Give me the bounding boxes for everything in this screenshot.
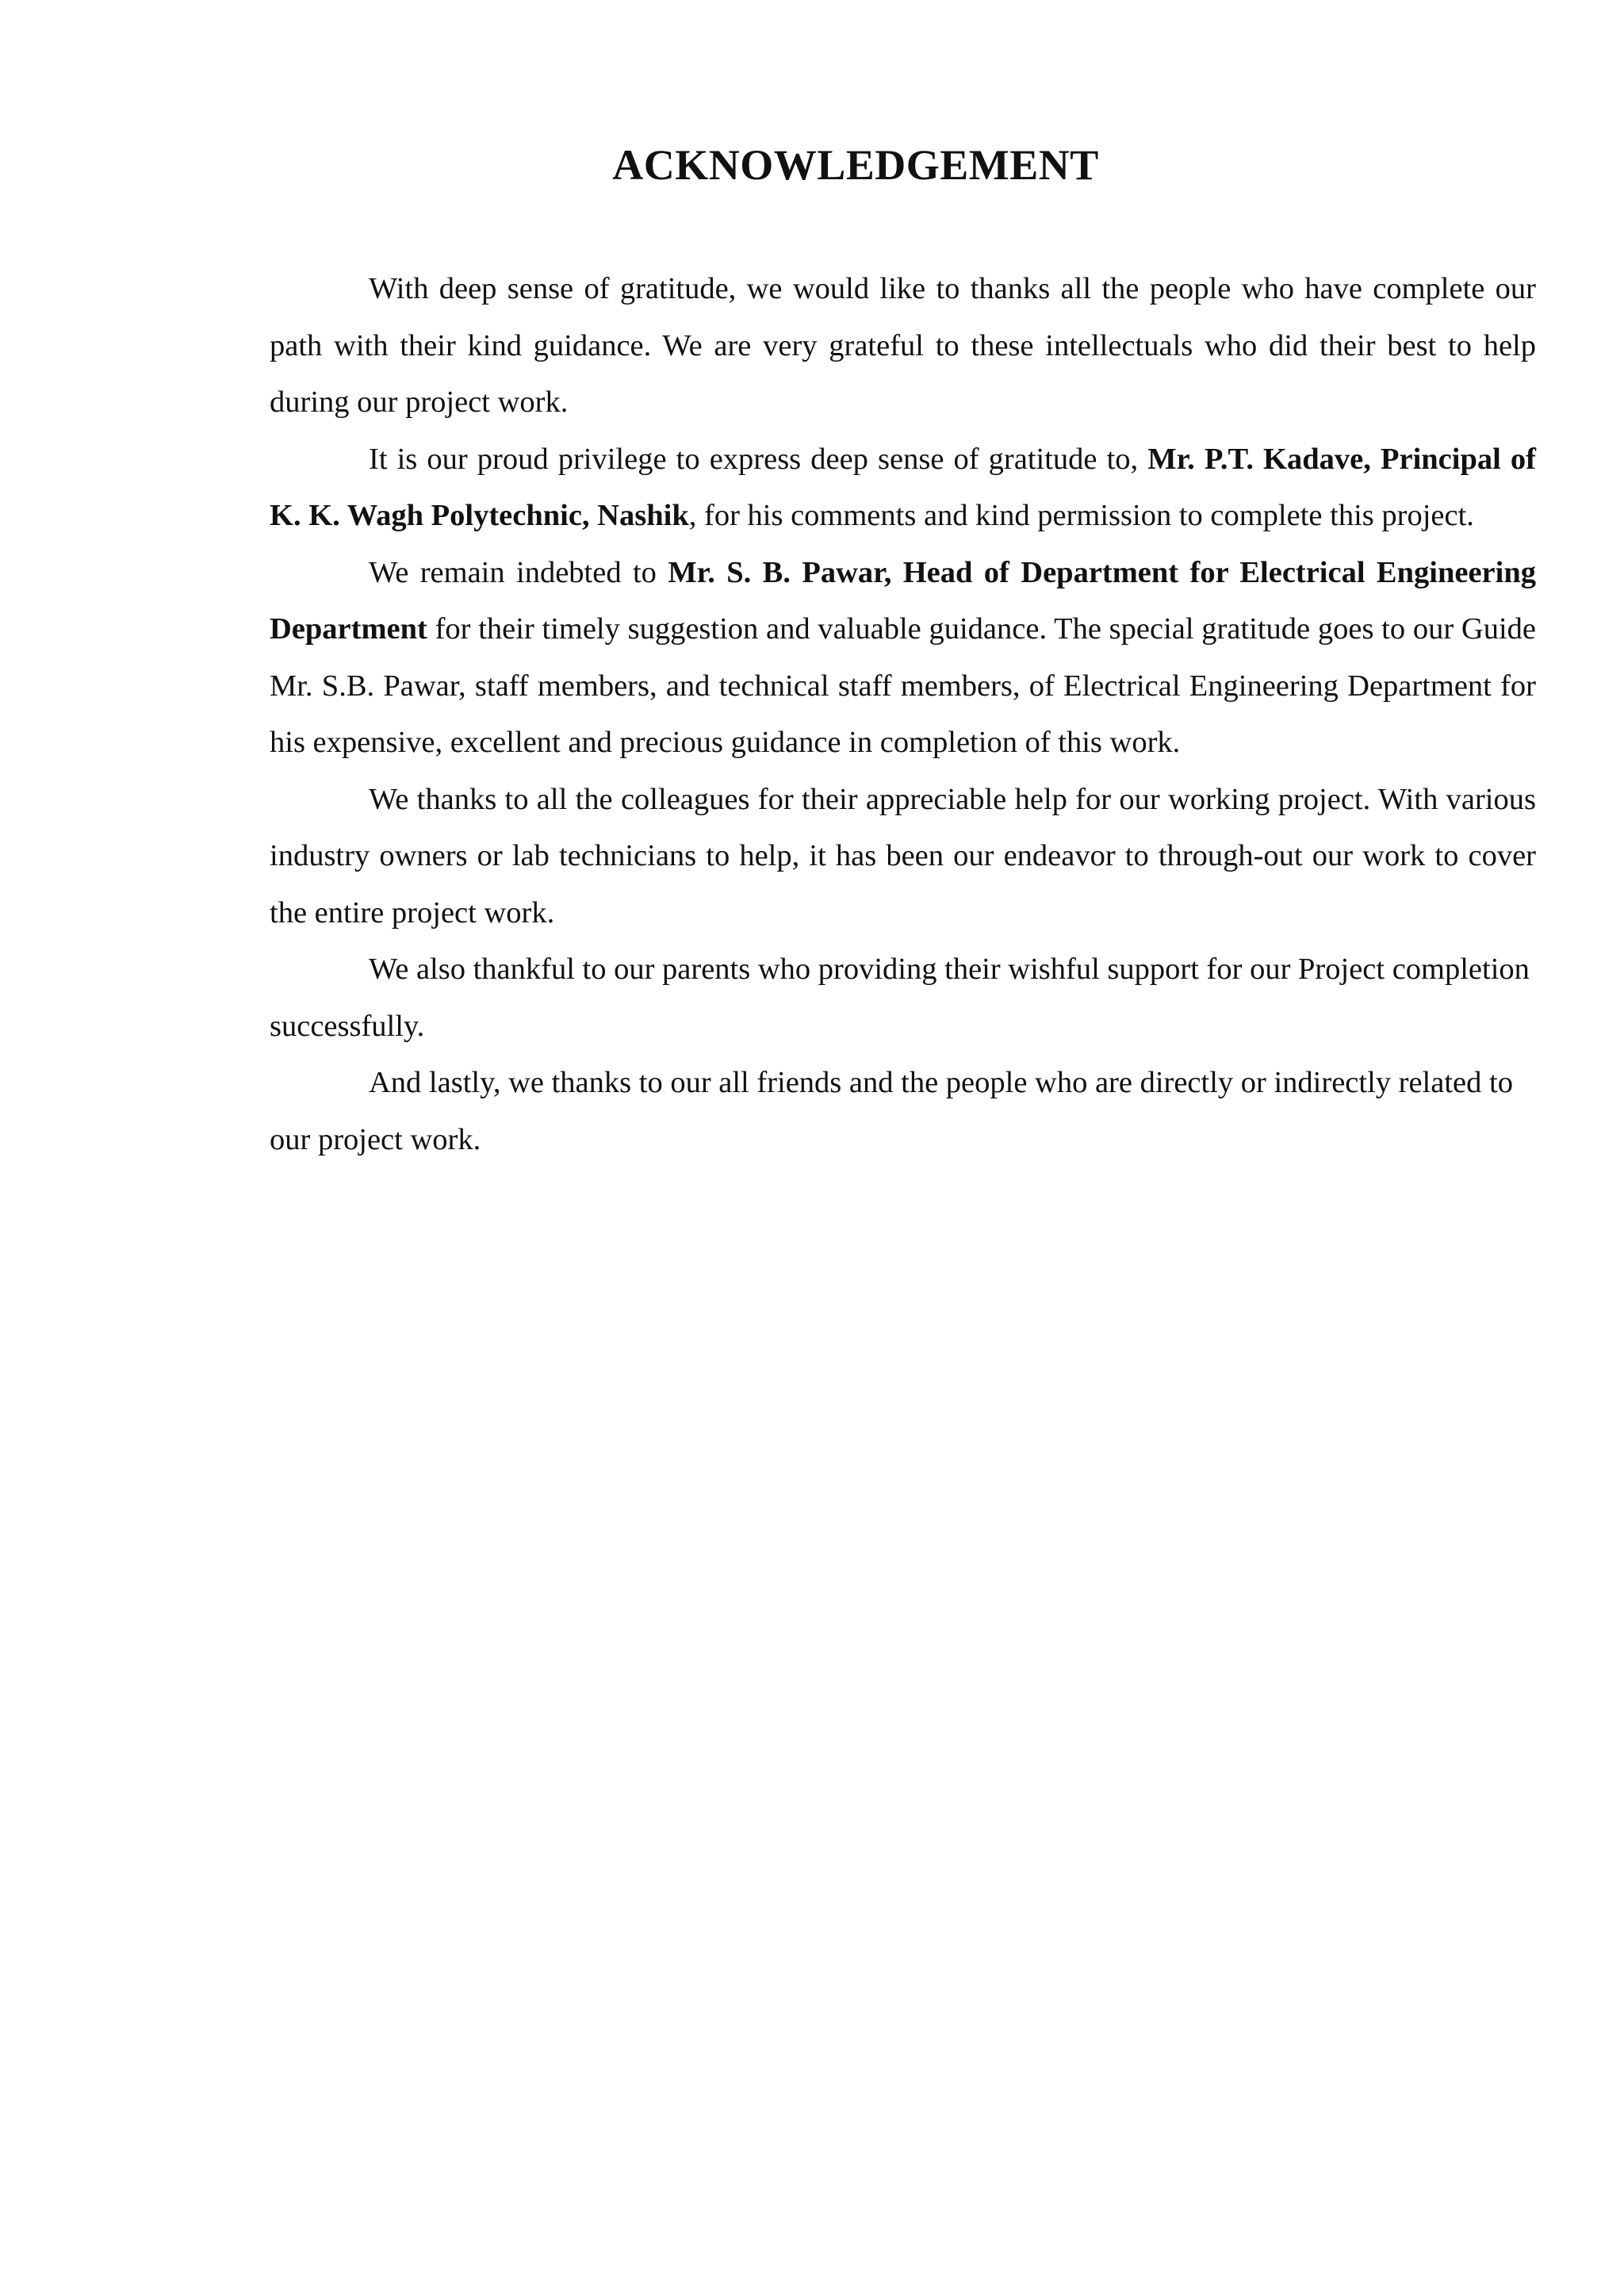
paragraph-principal <box>270 431 1536 545</box>
page-title: ACKNOWLEDGEMENT <box>612 141 1099 189</box>
paragraph-colleagues <box>270 772 1536 942</box>
paragraph-text: We thanks to all the colleagues for their appreciable help for our working project. With various industry owners or lab technicians to help, it has been our endeavor to through-out our work to cover the entire project work. <box>270 782 1536 930</box>
paragraph-gratitude <box>270 261 1536 431</box>
acknowledgement-body <box>270 261 1536 1168</box>
paragraph-friends <box>270 1055 1536 1168</box>
paragraph-text: With deep sense of gratitude, we would like to thanks all the people who have complete our path with their kind guidance. We are very grateful to these intellectuals who did their best to help during our project work. <box>270 272 1536 419</box>
paragraph-text: And lastly, we thanks to our all friends and the people who are directly or indirectly related to our project work. <box>270 1066 1513 1156</box>
principal-name: Mr. P.T. Kadave, Principal of K. K. Wagh Polytechnic, Nashik <box>270 442 1536 532</box>
hod-name: Mr. S. B. Pawar, Head of Department for Electrical Engineering Department <box>270 555 1537 646</box>
paragraph-parents <box>270 941 1536 1055</box>
paragraph-hod <box>270 545 1536 772</box>
paragraph-text: We remain indebted to <box>369 555 668 589</box>
paragraph-text: for their timely suggestion and valuable guidance. The special gratitude goes to our Guide Mr. S.B. Pawar, staff members, and technical staff members, of Electrical Engineering Department for his expensive, excellent and precious guidance in completion of this work. <box>270 612 1536 759</box>
paragraph-text: We also thankful to our parents who providing their wishful support for our Project completion successfully. <box>270 953 1530 1043</box>
paragraph-text: , for his comments and kind permission to complete this project. <box>688 499 1474 532</box>
paragraph-text: It is our proud privilege to express deep sense of gratitude to, <box>369 442 1148 476</box>
